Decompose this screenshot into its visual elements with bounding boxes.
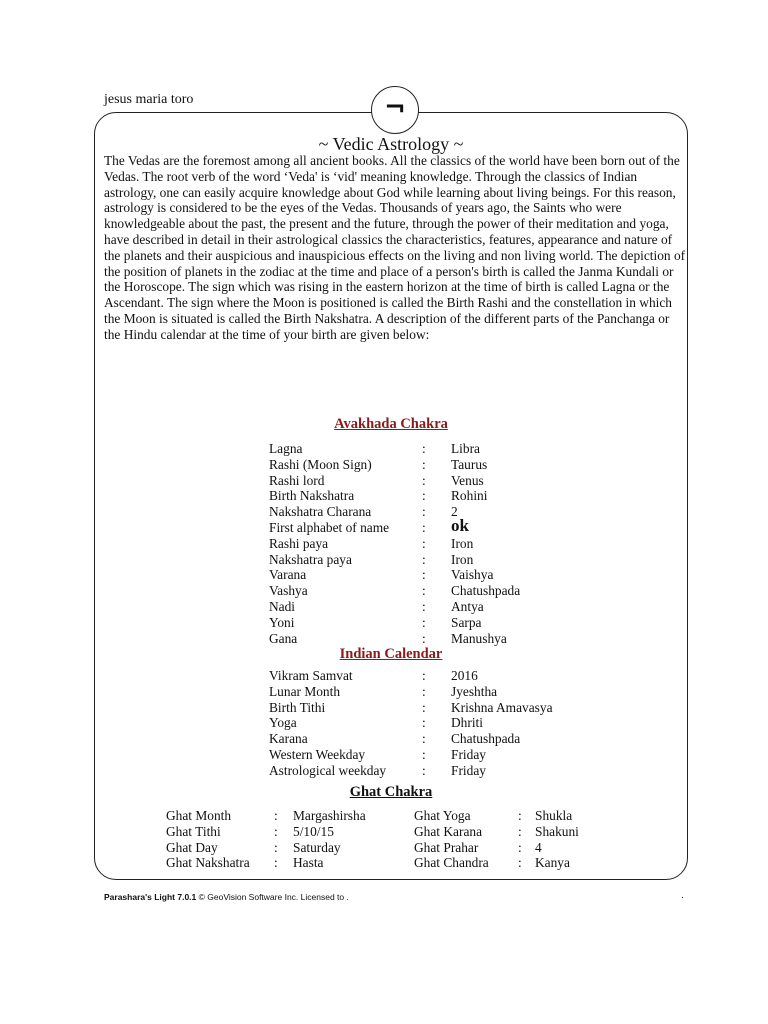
avakhada-separator: : — [422, 472, 426, 488]
calendar-separator: : — [422, 731, 426, 747]
calendar-value: Chatushpada — [451, 731, 521, 747]
ghat-left-value: Margashirsha — [293, 808, 366, 823]
ghat-left-separator: : — [274, 823, 278, 839]
avakhada-separator: : — [422, 614, 426, 630]
avakhada-separator: : — [422, 551, 426, 567]
avakhada-value: Libra — [451, 441, 480, 456]
ghat-left-value: 5/10/15 — [293, 823, 334, 839]
ghat-left-separator: : — [274, 839, 278, 855]
calendar-value: Friday — [451, 762, 486, 778]
calendar-value: Friday — [451, 746, 486, 762]
footer-notice: © GeoVision Software Inc. Licensed to . — [196, 892, 349, 902]
avakhada-separator: : — [422, 456, 426, 472]
ghat-right-label: Ghat Prahar — [414, 839, 479, 855]
ghat-left-value: Saturday — [293, 839, 341, 855]
calendar-value: 2016 — [451, 668, 478, 683]
avakhada-label: Varana — [269, 567, 307, 583]
owner-name: jesus maria toro — [104, 92, 194, 107]
avakhada-label: Rashi lord — [269, 472, 325, 488]
calendar-heading-text: Indian Calendar — [339, 646, 443, 662]
calendar-separator: : — [422, 762, 426, 778]
calendar-separator: : — [422, 746, 426, 762]
footer — [104, 892, 349, 902]
avakhada-label: Gana — [269, 630, 298, 646]
calendar-label: Western Weekday — [269, 746, 366, 762]
avakhada-label: Yoni — [269, 614, 295, 630]
ghat-left-label: Ghat Tithi — [166, 823, 221, 839]
avakhada-heading-text: Avakhada Chakra — [334, 416, 448, 432]
avakhada-label: Nakshatra Charana — [269, 504, 372, 520]
ghat-right-separator: : — [518, 823, 522, 839]
calendar-label: Karana — [269, 731, 308, 747]
ghat-right-value: Shakuni — [535, 823, 579, 839]
calendar-label: Astrological weekday — [269, 762, 387, 778]
page-title: ~ Vedic Astrology ~ — [318, 134, 464, 154]
ghat-right-separator: : — [518, 855, 522, 871]
calendar-separator: : — [422, 715, 426, 731]
ghat-heading — [94, 784, 688, 801]
avakhada-label: First alphabet of name — [269, 519, 390, 535]
avakhada-label: Lagna — [269, 441, 303, 456]
avakhada-value: Venus — [451, 472, 484, 488]
avakhada-value: Sarpa — [451, 614, 482, 630]
footer-dot: . — [681, 890, 684, 901]
page-badge-icon: ¬ — [371, 86, 419, 134]
calendar-value: Krishna Amavasya — [451, 699, 553, 715]
avakhada-value: Rohini — [451, 488, 488, 504]
avakhada-label: Rashi paya — [269, 535, 329, 551]
calendar-value: Jyeshtha — [451, 683, 498, 699]
footer-product: Parashara's Light 7.0.1 — [104, 892, 197, 902]
calendar-label: Birth Tithi — [269, 699, 326, 715]
avakhada-separator: : — [422, 519, 426, 535]
ghat-left-label: Ghat Day — [166, 839, 218, 855]
calendar-label: Vikram Samvat — [269, 668, 353, 683]
ghat-right-value: 4 — [535, 839, 542, 855]
avakhada-separator: : — [422, 598, 426, 614]
avakhada-label: Rashi (Moon Sign) — [269, 456, 372, 472]
avakhada-value: ok — [451, 515, 469, 535]
ghat-right-label: Ghat Yoga — [414, 808, 471, 823]
avakhada-separator: : — [422, 504, 426, 520]
calendar-separator: : — [422, 683, 426, 699]
avakhada-value: Chatushpada — [451, 583, 521, 599]
calendar-label: Yoga — [269, 715, 297, 731]
ghat-right-separator: : — [518, 808, 522, 823]
avakhada-separator: : — [422, 583, 426, 599]
avakhada-separator: : — [422, 535, 426, 551]
calendar-separator: : — [422, 699, 426, 715]
avakhada-value: Manushya — [451, 630, 507, 646]
ghat-right-label: Ghat Chandra — [414, 855, 489, 871]
avakhada-heading — [94, 416, 688, 433]
avakhada-value: Antya — [451, 598, 484, 614]
calendar-separator: : — [422, 668, 426, 683]
avakhada-value: Taurus — [451, 456, 488, 472]
avakhada-value: Vaishya — [451, 567, 494, 583]
ghat-left-value: Hasta — [293, 855, 324, 871]
calendar-label: Lunar Month — [269, 683, 341, 699]
ghat-right-value: Kanya — [535, 855, 570, 871]
intro-paragraph: The Vedas are the foremost among all ancient books. All the classics of the world have been born out of the Vedas. The root verb of the word ‘Veda' is ‘vid' meaning knowledge. Through the classics of Indian astrology, one can easily acquire knowledge about God while learning about living beings. For this reason, astrology is considered to be the eyes of the Vedas. Thousands of years ago, the Saints who were knowledgeable about the past, the present and the future, through the power of their meditation and yoga, have described in detail in their astrological classics the characteristics, features, appearance and nature of the planets and their auspicious and inauspicious effects on the living and non living world. The depiction of the position of planets in the zodiac at the time and place of a person's birth is called the Janma Kundali or the Horoscope. The sign which was rising in the eastern horizon at the time of birth is called Lagna or the Ascendant. The sign where the Moon is positioned is called the Birth Rashi and the constellation in which the Moon is situated is called the Birth Nakshatra. A description of the different parts of the Panchanga or the Hindu calendar at the time of your birth are given below: — [104, 153, 686, 342]
avakhada-label: Birth Nakshatra — [269, 488, 355, 504]
avakhada-separator: : — [422, 441, 426, 456]
avakhada-label: Nadi — [269, 598, 296, 614]
ghat-left-separator: : — [274, 808, 278, 823]
ghat-right-value: Shukla — [535, 808, 573, 823]
ghat-heading-text: Ghat Chakra — [349, 784, 433, 800]
ghat-right-label: Ghat Karana — [414, 823, 483, 839]
ghat-left-label: Ghat Month — [166, 808, 232, 823]
calendar-value: Dhriti — [451, 715, 483, 731]
avakhada-label: Nakshatra paya — [269, 551, 352, 567]
avakhada-label: Vashya — [269, 583, 308, 599]
avakhada-value: Iron — [451, 551, 474, 567]
calendar-heading — [94, 646, 688, 663]
ghat-left-label: Ghat Nakshatra — [166, 855, 250, 871]
ghat-right-separator: : — [518, 839, 522, 855]
avakhada-separator: : — [422, 488, 426, 504]
avakhada-separator: : — [422, 567, 426, 583]
ghat-left-separator: : — [274, 855, 278, 871]
avakhada-value: 2 — [451, 504, 458, 520]
avakhada-value: Iron — [451, 535, 474, 551]
avakhada-separator: : — [422, 630, 426, 646]
